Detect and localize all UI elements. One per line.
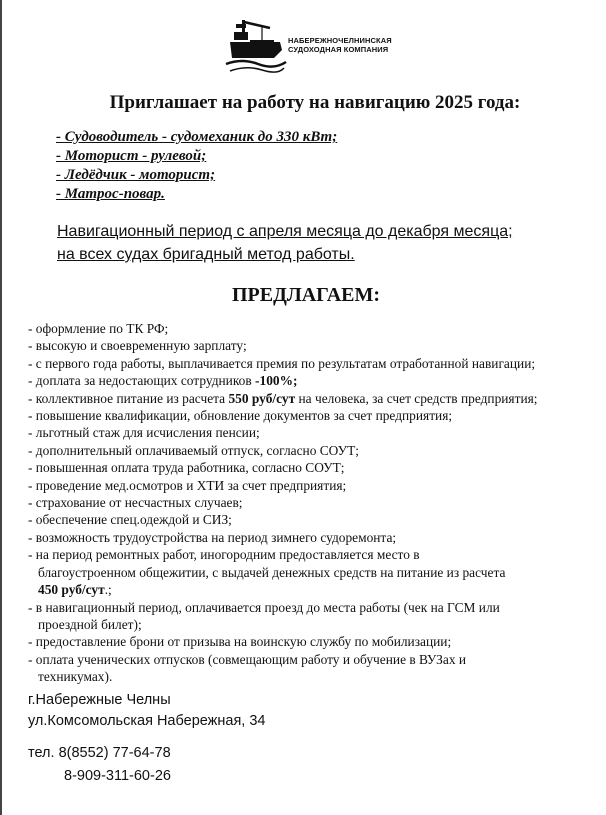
address-city: г.Набережные Челны: [28, 692, 171, 708]
benefit-item: - дополнительный оплачиваемый отпуск, согласно СОУТ;: [28, 442, 359, 458]
benefit-item: [28, 390, 588, 407]
headline-text: Приглашает на работу на навигацию 2025 года:: [109, 92, 521, 113]
benefit-item: - с первого года работы, выплачивается премия по результатам отработанной навигации;: [28, 355, 536, 371]
address-street: ул.Комсомольская Набережная, 34: [28, 713, 266, 729]
phone-secondary: 8-909-311-60-26: [64, 768, 171, 784]
headline: [0, 92, 606, 114]
benefit-item-continued: благоустроенном общежитии, с выдачей денежных средств на питание из расчета: [38, 564, 506, 580]
benefit-item: - обеспечение спец.одеждой и СИЗ;: [28, 512, 232, 528]
logo-text: [288, 36, 392, 54]
phone-block: [28, 742, 171, 788]
benefit-item: - возможность трудоустройства на период зимнего судоремонта;: [28, 529, 397, 545]
benefit-item: - на период ремонтных работ, иногородним предоставляется место в: [28, 547, 420, 563]
position-item: - Моторист - рулевой;: [56, 148, 207, 164]
benefit-item: - оформление по ТК РФ;: [28, 321, 169, 336]
offer-title: [0, 284, 606, 307]
benefit-item: [28, 372, 588, 389]
benefit-item: - предоставление брони от призыва на воинскую службу по мобилизации;: [28, 634, 452, 650]
benefit-text: на человека, за счет средств предприятия;: [295, 390, 538, 406]
benefit-item: - оплата ученических отпусков (совмещающим работу и обучение в ВУЗах и: [28, 651, 467, 667]
period-line-2: на всех судах бригадный метод работы.: [57, 246, 355, 263]
benefit-text: .;: [104, 582, 112, 598]
offer-title-text: ПРЕДЛАГАЕМ:: [231, 284, 381, 306]
benefit-item: - повышение квалификации, обновление документов за счет предприятия;: [28, 408, 453, 424]
navigation-period: [57, 220, 577, 266]
benefit-item: - льготный стаж для исчисления пенсии;: [28, 425, 260, 441]
benefit-item: - высокую и своевременную зарплату;: [28, 338, 247, 354]
ship-crane-icon: [222, 18, 288, 80]
benefit-bold-value: 550 руб/сут: [228, 390, 296, 406]
benefit-item: - в навигационный период, оплачивается проезд до места работы (чек на ГСМ или: [28, 599, 500, 615]
position-item: - Ледёдчик - моторист;: [56, 167, 216, 183]
position-item: - Судоводитель - судомеханик до 330 кВт;: [56, 129, 338, 145]
benefit-item-continued: проездной билет);: [38, 616, 142, 632]
benefit-item: - повышенная оплата труда работника, согласно СОУТ;: [28, 460, 345, 476]
logo-line-1: НАБЕРЕЖНОЧЕЛНИНСКАЯ: [288, 36, 392, 45]
logo-line-2: СУДОХОДНАЯ КОМПАНИЯ: [288, 45, 389, 54]
benefit-item: - проведение мед.осмотров и ХТИ за счет предприятия;: [28, 477, 347, 493]
benefit-item: - страхование от несчастных случаев;: [28, 495, 243, 511]
page-edge: [0, 0, 2, 815]
benefit-text: - доплата за недостающих сотрудников: [28, 373, 256, 389]
benefit-item-continued: техникумах).: [38, 669, 113, 685]
position-item: - Матрос-повар.: [56, 186, 165, 202]
benefit-bold-value: -100%;: [255, 373, 298, 389]
positions-list: [56, 128, 337, 204]
benefit-item-continued: [28, 581, 588, 598]
period-line-1: Навигационный период с апреля месяца до декабря месяца;: [57, 223, 513, 240]
benefit-bold-value: 450 руб/сут: [38, 582, 105, 598]
benefits-list: [28, 320, 588, 686]
company-logo: [222, 18, 402, 80]
address-block: [28, 690, 265, 732]
phone-primary: тел. 8(8552) 77-64-78: [28, 745, 171, 761]
benefit-text: - коллективное питание из расчета: [28, 390, 229, 406]
